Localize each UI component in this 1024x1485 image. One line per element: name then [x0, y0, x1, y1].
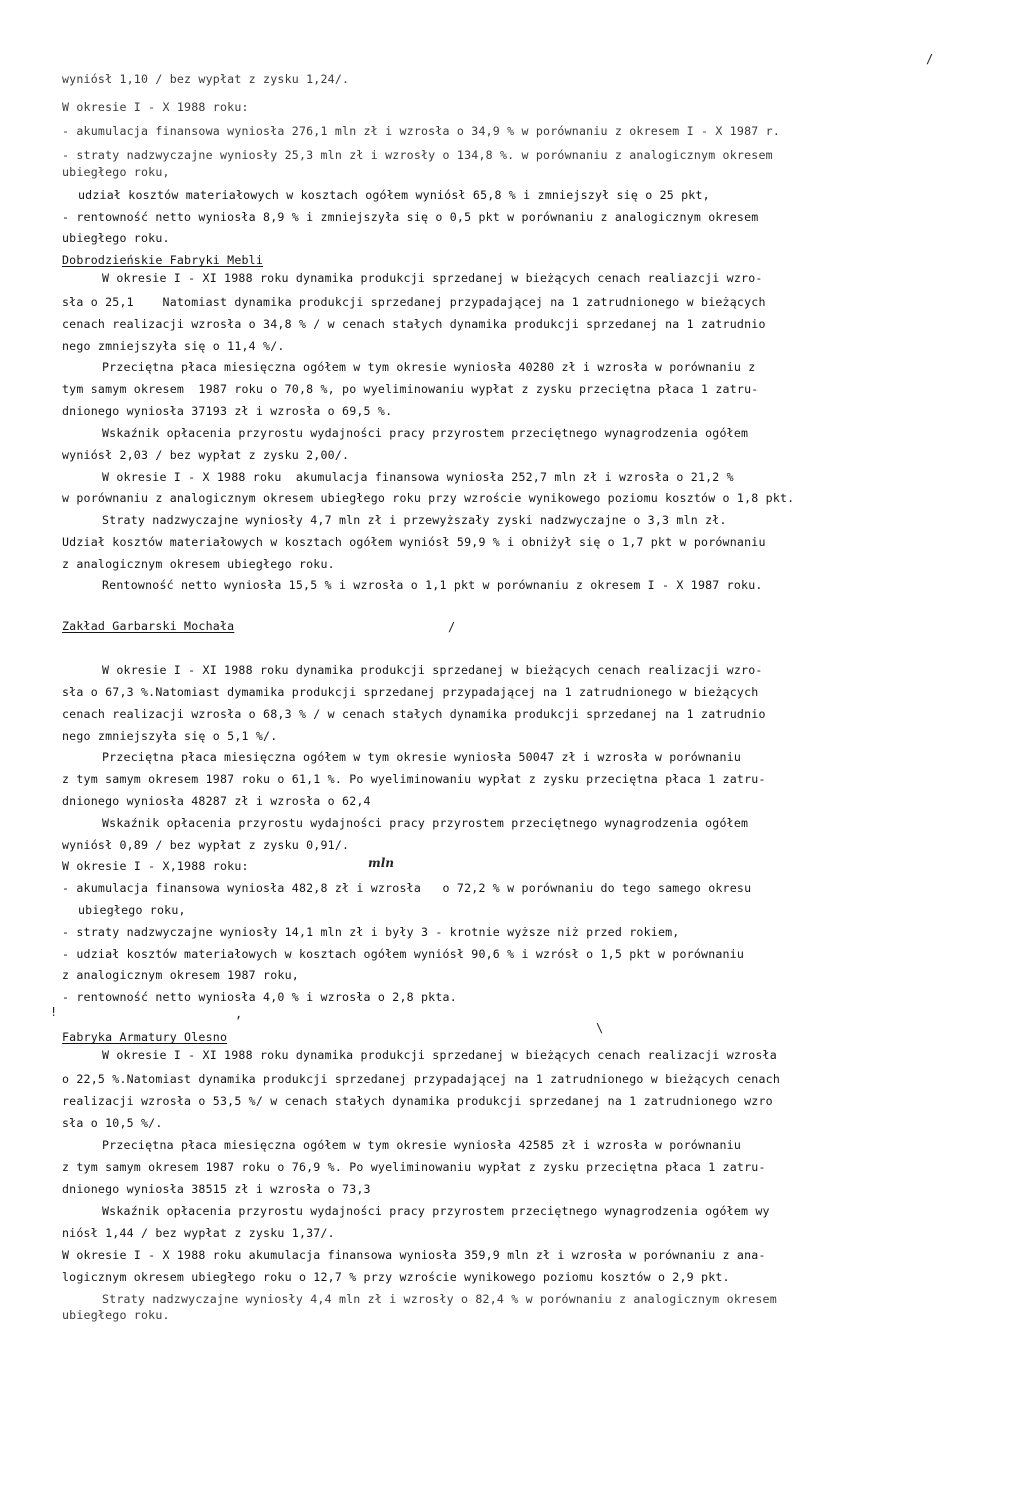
text-line: Wskaźnik opłacenia przyrostu wydajności pracy przyrostem przeciętnego wynagrodzenia ogółem [102, 816, 749, 830]
section-heading-olesno: Fabryka Armatury Olesno [62, 1030, 228, 1044]
text-line: udział kosztów materiałowych w kosztach ogółem wyniósł 65,8 % i zmniejszył się o 25 pkt, [78, 188, 710, 202]
list-item: - rentowność netto wyniosła 4,0 % i wzrosła o 2,8 pkta. [62, 990, 457, 1004]
list-item: - udział kosztów materiałowych w kosztach ogółem wyniósł 90,6 % i wzrósł o 1,5 pkt w porównaniu [62, 947, 745, 961]
text-line: wyniósł 2,03 / bez wypłat z zysku 2,00/. [62, 448, 350, 462]
text-line: W okresie I - X 1988 roku akumulacja finansowa wyniosła 252,7 mln zł i wzrosła o 21,2 % [102, 470, 734, 484]
text-line: dnionego wyniosła 37193 zł i wzrosła o 69,5 %. [62, 404, 393, 418]
text-line: niósł 1,44 / bez wypłat z zysku 1,37/. [62, 1226, 335, 1240]
text-line: logicznym okresem ubiegłego roku o 12,7 % przy wzroście wynikowego poziomu kosztów o 2,9 pkt. [62, 1270, 730, 1284]
text-line: wyniósł 1,10 / bez wypłat z zysku 1,24/. [62, 72, 350, 86]
stray-mark: / [448, 620, 456, 634]
text-line: nego zmniejszyła się o 5,1 %/. [62, 729, 278, 743]
section-heading-dobrodzien: Dobrodzieńskie Fabryki Mebli [62, 253, 264, 267]
text-line: nego zmniejszyła się o 11,4 %/. [62, 339, 285, 353]
stray-mark: \ [596, 1021, 604, 1035]
list-item: - rentowność netto wyniosła 8,9 % i zmniejszyła się o 0,5 pkt w porównaniu z analogicznym okresem [62, 210, 759, 224]
text-line: W okresie I - X 1988 roku akumulacja finansowa wyniosła 359,9 mln zł i wzrosła w porównaniu z ana- [62, 1248, 766, 1262]
stray-mark: / [926, 52, 934, 66]
text-line: wyniósł 0,89 / bez wypłat z zysku 0,91/. [62, 838, 350, 852]
text-line: cenach realizacji wzrosła o 34,8 % / w cenach stałych dynamika produkcji sprzedanej na 1 zatrudnio [62, 317, 766, 331]
list-item: - akumulacja finansowa wyniosła 482,8 zł i wzrosła o 72,2 % w porównaniu do tego samego okresu [62, 881, 752, 895]
text-line: ubiegłego roku. [62, 231, 170, 245]
text-line: W okresie I - X 1988 roku: [62, 100, 249, 114]
text-line: Wskaźnik opłacenia przyrostu wydajności pracy przyrostem przeciętnego wynagrodzenia ogółem wy [102, 1204, 770, 1218]
text-line: z analogicznym okresem 1987 roku, [62, 968, 299, 982]
text-line: sła o 67,3 %.Natomiast dymamika produkcji sprzedanej przypadającej na 1 zatrudnionego w bieżących [62, 685, 759, 699]
list-item: - straty nadzwyczajne wyniosły 14,1 mln zł i były 3 - krotnie wyższe niż przed rokiem, [62, 925, 680, 939]
list-item: - akumulacja finansowa wyniosła 276,1 mln zł i wzrosła o 34,9 % w porównaniu z okresem I - X 1987 r. [62, 124, 781, 138]
text-line: W okresie I - X,1988 roku: [62, 859, 249, 873]
section-heading-mochala: Zakład Garbarski Mochała [62, 619, 235, 633]
text-line: Straty nadzwyczajne wyniosły 4,4 mln zł i wzrosły o 82,4 % w porównaniu z analogicznym okresem [102, 1292, 777, 1306]
text-line: sła o 10,5 %/. [62, 1116, 163, 1130]
text-line: dnionego wyniosła 48287 zł i wzrosła o 62,4 [62, 794, 371, 808]
text-line: dnionego wyniosła 38515 zł i wzrosła o 73,3 [62, 1182, 371, 1196]
text-line: Przeciętna płaca miesięczna ogółem w tym okresie wyniosła 42585 zł i wzrosła w porównaniu [102, 1138, 742, 1152]
text-line: Udział kosztów materiałowych w kosztach ogółem wyniósł 59,9 % i obniżył się o 1,7 pkt w porównaniu [62, 535, 766, 549]
text-line: z tym samym okresem 1987 roku o 76,9 %. Po wyeliminowaniu wypłat z zysku przeciętna płaca 1 zatru- [62, 1160, 766, 1174]
stray-mark: ! [50, 1005, 58, 1019]
stray-mark: , [235, 1007, 243, 1021]
text-line: Rentowność netto wyniosła 15,5 % i wzrosła o 1,1 pkt w porównaniu z okresem I - X 1987 roku. [102, 578, 763, 592]
text-line: o 22,5 %.Natomiast dynamika produkcji sprzedanej przypadającej na 1 zatrudnionego w bieżących cenach [62, 1072, 781, 1086]
text-line: ubiegłego roku, [78, 903, 186, 917]
text-line: ubiegłego roku, [62, 165, 170, 179]
handwritten-mln: mln [368, 856, 394, 870]
text-line: ubiegłego roku. [62, 1308, 170, 1322]
text-line: W okresie I - XI 1988 roku dynamika produkcji sprzedanej w bieżących cenach realizacji wzrosła [102, 1048, 777, 1062]
text-line: Przeciętna płaca miesięczna ogółem w tym okresie wyniosła 50047 zł i wzrosła w porównaniu [102, 750, 742, 764]
text-line: z tym samym okresem 1987 roku o 61,1 %. Po wyeliminowaniu wypłat z zysku przeciętna płaca 1 zatru- [62, 772, 766, 786]
text-line: Straty nadzwyczajne wyniosły 4,7 mln zł i przewyższały zyski nadzwyczajne o 3,3 mln zł. [102, 513, 727, 527]
text-line: z analogicznym okresem ubiegłego roku. [62, 557, 335, 571]
text-line: W okresie I - XI 1988 roku dynamika produkcji sprzedanej w bieżących cenach realiazcji wzro- [102, 271, 763, 285]
text-line: tym samym okresem 1987 roku o 70,8 %, po wyeliminowaniu wypłat z zysku przeciętna płaca 1 zatru- [62, 382, 759, 396]
text-line: realizacji wzrosła o 53,5 %/ w cenach stałych dynamika produkcji sprzedanej na 1 zatrudnionego wzro [62, 1094, 773, 1108]
text-line: cenach realizacji wzrosła o 68,3 % / w cenach stałych dynamika produkcji sprzedanej na 1 zatrudnio [62, 707, 766, 721]
text-line: w porównaniu z analogicznym okresem ubiegłego roku przy wzroście wynikowego poziomu kosztów o 1,8 pkt. [62, 491, 795, 505]
text-line: Wskaźnik opłacenia przyrostu wydajności pracy przyrostem przeciętnego wynagrodzenia ogółem [102, 426, 749, 440]
text-line: W okresie I - XI 1988 roku dynamika produkcji sprzedanej w bieżących cenach realizacji wzro- [102, 663, 763, 677]
text-line: Przeciętna płaca miesięczna ogółem w tym okresie wyniosła 40280 zł i wzrosła w porównaniu z [102, 360, 756, 374]
list-item: - straty nadzwyczajne wyniosły 25,3 mln zł i wzrosły o 134,8 %. w porównaniu z analogicznym okresem [62, 148, 773, 162]
text-line: sła o 25,1 Natomiast dynamika produkcji sprzedanej przypadającej na 1 zatrudnionego w bieżących [62, 295, 766, 309]
